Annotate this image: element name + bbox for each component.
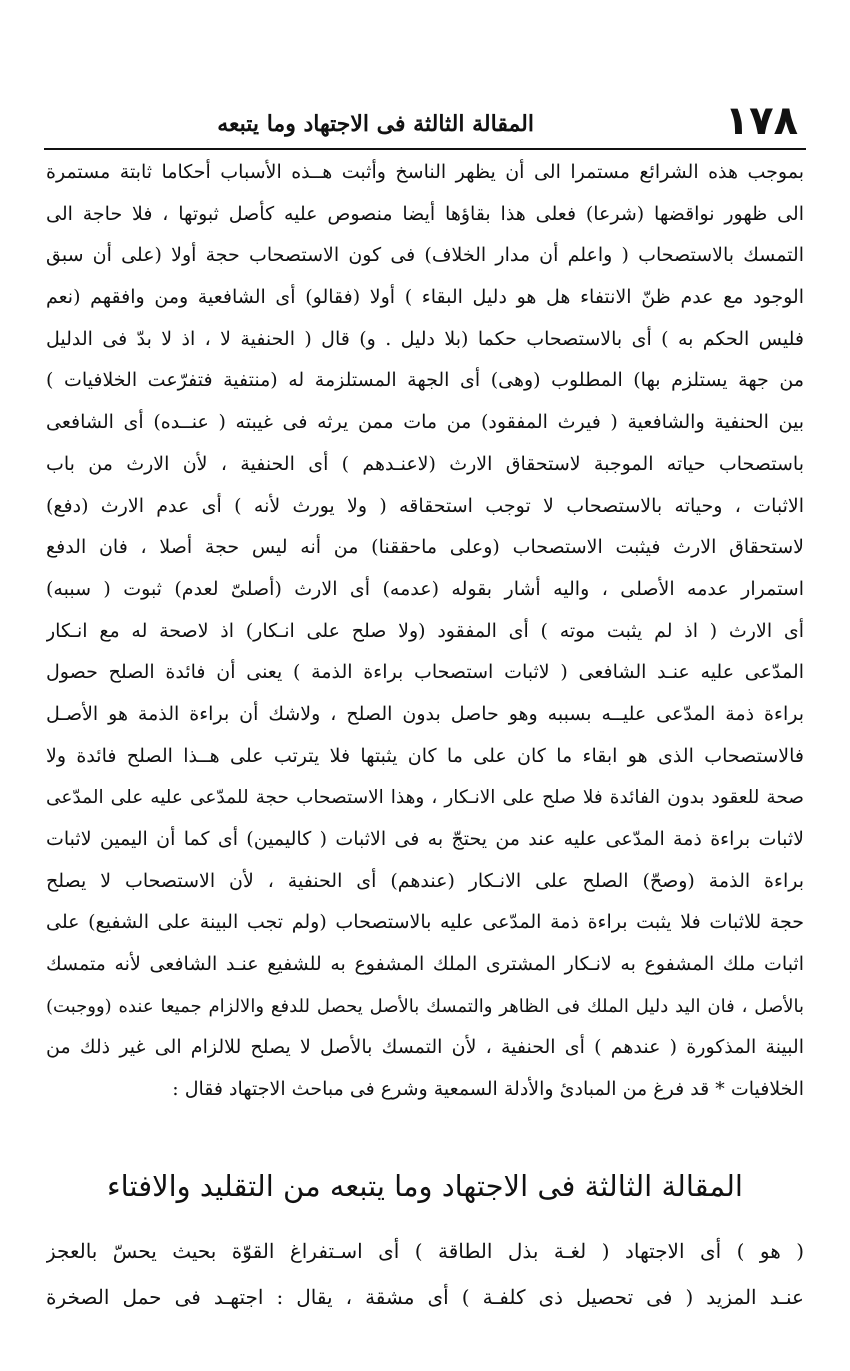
text-line: فالاستصحاب الذى هو ابقاء ما كان على ما كان يثبتها فلا يترتب على هــذا الصلح فائدة ولا: [46, 744, 804, 767]
text-line: براءة ذمة المدّعى عليــه بسببه وهو حاصل بدون الصلح ، ولاشك أن براءة الذمة هو الأصـل: [46, 702, 804, 725]
header-rule: [44, 148, 806, 150]
text-line: أى الارث ( اذ لم يثبت موته ) أى المفقود (ولا صلح على انـكار) اذ لاصحة له مع انـكار: [46, 619, 804, 642]
text-line: ( هو ) أى الاجتهاد ( لغـة بذل الطاقة ) أى اسـتفراغ القوّة بحيث يحسّ بالعجز: [46, 1239, 804, 1263]
text-line: استمرار عدمه الأصلى ، واليه أشار بقوله (عدمه) أى الارث (أصلىّ لعدم) ثبوت ( سببه): [46, 577, 804, 600]
text-line: فليس الحكم به ) أى بالاستصحاب حكما (بلا دليل . و) قال ( الحنفية لا ، اذ لا بدّ فى الدليل: [46, 327, 804, 350]
text-line: الاثبات ، وحياته بالاستصحاب لا توجب استحقاقه ( ولا يورث لأنه ) أى عدم الارث (دفع): [46, 494, 804, 517]
text-line: اثبات ملك المشفوع به لانـكار المشترى الملك المشفوع به للشفيع عنـد الشافعى لأنه متمسك: [46, 953, 804, 976]
page-header: [46, 96, 804, 146]
text-line: لاثبات براءة ذمة المدّعى عليه عند من يحتجّ به فى الاثبات ( كاليمين) أى كما أن اليمين لاثبات: [46, 828, 804, 850]
text-line: صحة للعقود بدون الفائدة فلا صلح على الانـكار ، وهذا الاستصحاب حجة للمدّعى عليه على المدّعى: [46, 787, 804, 809]
text-line: براءة الذمة (وصحّ) الصلح على الانـكار (عندهم) أى الحنفية ، لأن الاستصحاب لا يصلح: [46, 869, 804, 892]
section-heading: المقالة الثالثة فى الاجتهاد وما يتبعه من التقليد والافتاء: [106, 1169, 743, 1203]
text-line: المدّعى عليه عنـد الشافعى ( لاثبات استصحاب براءة الذمة ) يعنى أن فائدة الصلح حصول: [46, 661, 804, 684]
text-line: بين الحنفية والشافعية ( فيرث المفقود) من مات ممن يرثه فى غيبته ( عنــده) أى الشافعى: [46, 411, 804, 434]
text-line: من جهة يستلزم بها) المطلوب (وهى) أى الجهة المستلزمة له (منتفية فتفرّعت الخلافيات ): [46, 369, 804, 392]
text-line: لاستحقاق الارث فيثبت الاستصحاب (وعلى ماحققنا) من أنه ليس حجة أصلا ، فان الدفع: [46, 536, 804, 559]
text-line: الخلافيات * قد فرغ من المبادئ والأدلة السمعية وشرع فى مباحث الاجتهاد فقال :: [172, 1078, 804, 1101]
text-line: الى ظهور نواقضها (شرعا) فعلى هذا بقاؤها أيضا منصوص عليه كأصل ثبوتها ، فلا حاجة الى: [46, 202, 804, 225]
section-text: [46, 1228, 804, 1320]
text-line: البينة المذكورة ( عندهم ) أى الحنفية ، لأن التمسك بالأصل لا يصلح للالزام الى غير ذلك من: [46, 1036, 804, 1059]
text-line: حجة للاثبات فلا يثبت براءة ذمة المدّعى عليه بالاستصحاب (ولم تجب البينة على الشفيع) على: [46, 911, 804, 934]
text-line: عنـد المزيد ( فى تحصيل ذى كلفـة ) أى مشقة ، يقال : اجتهـد فى حمل الصخرة: [46, 1285, 804, 1309]
text-line: الوجود مع عدم ظنّ الانتفاء هل هو دليل البقاء ) أولا (فقالو) أى الشافعية ومن وافقهم (نعم: [46, 286, 804, 309]
text-line: بالأصل ، فان اليد دليل الملك فى الظاهر والتمسك بالأصل يحصل للدفع والالزام جميعا عنده (ووجبت): [46, 995, 804, 1017]
text-line: التمسك بالاستصحاب ( واعلم أن مدار الخلاف) فى كون الاستصحاب حجة أولا (على أن سبق: [46, 244, 804, 267]
running-title: المقالة الثالثة فى الاجتهاد وما يتبعه: [217, 111, 534, 137]
page-number: ١٧٨: [724, 98, 798, 144]
commentary-text: [46, 152, 804, 1111]
text-line: باستصحاب حياته الموجبة لاستحقاق الارث (لاعنـدهم ) أى الحنفية ، لأن الارث من باب: [46, 452, 804, 475]
text-line: بموجب هذه الشرائع مستمرا الى أن يظهر الناسخ وأثبت هــذه الأسباب أحكاما ثابتة مستمرة: [46, 161, 804, 183]
